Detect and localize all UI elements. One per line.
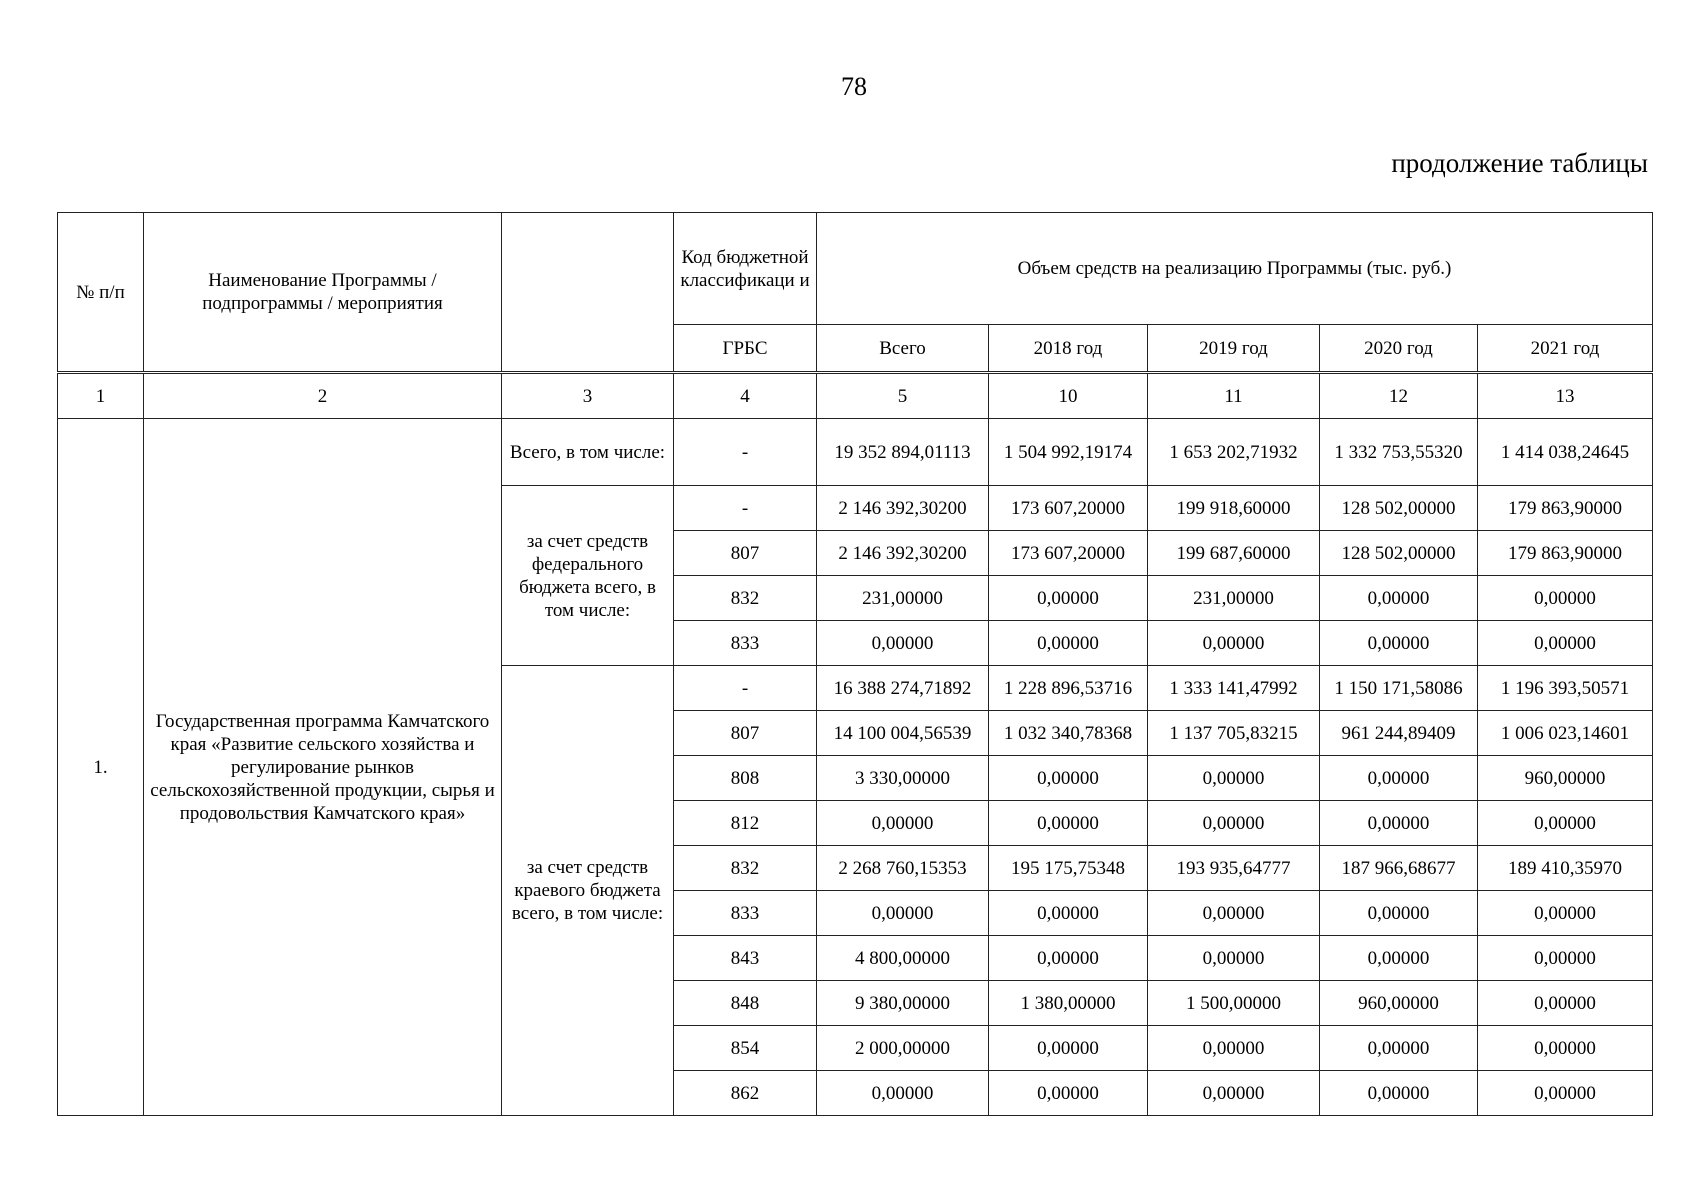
- grbs-cell: 833: [674, 891, 817, 936]
- year-2020-cell: 0,00000: [1320, 756, 1478, 801]
- header-2018: 2018 год: [989, 325, 1148, 373]
- year-2019-cell: 0,00000: [1148, 621, 1320, 666]
- column-index: 5: [817, 373, 989, 419]
- year-2018-cell: 0,00000: [989, 576, 1148, 621]
- year-2018-cell: 0,00000: [989, 756, 1148, 801]
- year-2018-cell: 0,00000: [989, 1026, 1148, 1071]
- year-2020-cell: 960,00000: [1320, 981, 1478, 1026]
- budget-table: [57, 212, 1653, 1116]
- year-2021-cell: 0,00000: [1478, 576, 1653, 621]
- year-2020-cell: 0,00000: [1320, 891, 1478, 936]
- total-cell: 0,00000: [817, 1071, 989, 1116]
- total-cell: 0,00000: [817, 891, 989, 936]
- grbs-cell: 862: [674, 1071, 817, 1116]
- column-index: 1: [58, 373, 144, 419]
- year-2020-cell: 0,00000: [1320, 936, 1478, 981]
- grbs-cell: 807: [674, 531, 817, 576]
- grbs-cell: -: [674, 486, 817, 531]
- total-cell: 3 330,00000: [817, 756, 989, 801]
- year-2020-cell: 0,00000: [1320, 1071, 1478, 1116]
- year-2019-cell: 1 333 141,47992: [1148, 666, 1320, 711]
- year-2019-cell: 0,00000: [1148, 936, 1320, 981]
- year-2019-cell: 0,00000: [1148, 801, 1320, 846]
- page-number: 78: [841, 72, 867, 101]
- year-2021-cell: 0,00000: [1478, 801, 1653, 846]
- grbs-cell: 848: [674, 981, 817, 1026]
- grbs-cell: 832: [674, 846, 817, 891]
- source-federal: за счет средств федерального бюджета всего, в том числе:: [502, 486, 674, 666]
- total-cell: 14 100 004,56539: [817, 711, 989, 756]
- year-2018-cell: 0,00000: [989, 891, 1148, 936]
- year-2021-cell: 0,00000: [1478, 981, 1653, 1026]
- column-index-row: [58, 373, 1653, 419]
- grbs-cell: 833: [674, 621, 817, 666]
- grbs-cell: 812: [674, 801, 817, 846]
- column-index: 10: [989, 373, 1148, 419]
- grbs-cell: 854: [674, 1026, 817, 1071]
- year-2019-cell: 231,00000: [1148, 576, 1320, 621]
- year-2020-cell: 0,00000: [1320, 576, 1478, 621]
- total-cell: 16 388 274,71892: [817, 666, 989, 711]
- year-2020-cell: 1 332 753,55320: [1320, 419, 1478, 486]
- year-2020-cell: 0,00000: [1320, 801, 1478, 846]
- grbs-cell: -: [674, 666, 817, 711]
- year-2018-cell: 1 228 896,53716: [989, 666, 1148, 711]
- year-2019-cell: 1 653 202,71932: [1148, 419, 1320, 486]
- header-num: № п/п: [58, 213, 144, 373]
- total-cell: 2 146 392,30200: [817, 531, 989, 576]
- year-2018-cell: 173 607,20000: [989, 531, 1148, 576]
- grbs-cell: 808: [674, 756, 817, 801]
- year-2019-cell: 1 500,00000: [1148, 981, 1320, 1026]
- total-cell: 2 146 392,30200: [817, 486, 989, 531]
- header-grbs: ГРБС: [674, 325, 817, 373]
- table-row: [58, 419, 1653, 486]
- total-cell: 19 352 894,01113: [817, 419, 989, 486]
- column-index: 4: [674, 373, 817, 419]
- year-2020-cell: 187 966,68677: [1320, 846, 1478, 891]
- header-code: Код бюджетной классификаци и: [674, 213, 817, 325]
- source-total: Всего, в том числе:: [502, 419, 674, 486]
- year-2021-cell: 1 196 393,50571: [1478, 666, 1653, 711]
- column-index: 2: [144, 373, 502, 419]
- column-index: 3: [502, 373, 674, 419]
- year-2020-cell: 128 502,00000: [1320, 486, 1478, 531]
- year-2020-cell: 128 502,00000: [1320, 531, 1478, 576]
- program-number: 1.: [58, 419, 144, 1116]
- year-2020-cell: 1 150 171,58086: [1320, 666, 1478, 711]
- year-2018-cell: 1 032 340,78368: [989, 711, 1148, 756]
- year-2021-cell: 0,00000: [1478, 1026, 1653, 1071]
- year-2021-cell: 0,00000: [1478, 1071, 1653, 1116]
- year-2018-cell: 0,00000: [989, 621, 1148, 666]
- continuation-label: продолжение таблицы: [1391, 148, 1648, 178]
- grbs-cell: 807: [674, 711, 817, 756]
- grbs-cell: 843: [674, 936, 817, 981]
- year-2021-cell: 189 410,35970: [1478, 846, 1653, 891]
- year-2021-cell: 0,00000: [1478, 936, 1653, 981]
- total-cell: 0,00000: [817, 801, 989, 846]
- year-2019-cell: 0,00000: [1148, 756, 1320, 801]
- total-cell: 2 268 760,15353: [817, 846, 989, 891]
- source-regional: за счет средств краевого бюджета всего, в том числе:: [502, 666, 674, 1116]
- year-2018-cell: 0,00000: [989, 936, 1148, 981]
- year-2018-cell: 173 607,20000: [989, 486, 1148, 531]
- year-2021-cell: 960,00000: [1478, 756, 1653, 801]
- column-index: 12: [1320, 373, 1478, 419]
- year-2018-cell: 0,00000: [989, 801, 1148, 846]
- year-2021-cell: 0,00000: [1478, 621, 1653, 666]
- year-2021-cell: 1 006 023,14601: [1478, 711, 1653, 756]
- total-cell: 4 800,00000: [817, 936, 989, 981]
- year-2020-cell: 961 244,89409: [1320, 711, 1478, 756]
- year-2019-cell: 0,00000: [1148, 1071, 1320, 1116]
- total-cell: 2 000,00000: [817, 1026, 989, 1071]
- year-2020-cell: 0,00000: [1320, 621, 1478, 666]
- year-2018-cell: 1 380,00000: [989, 981, 1148, 1026]
- total-cell: 0,00000: [817, 621, 989, 666]
- year-2018-cell: 1 504 992,19174: [989, 419, 1148, 486]
- year-2021-cell: 179 863,90000: [1478, 531, 1653, 576]
- year-2020-cell: 0,00000: [1320, 1026, 1478, 1071]
- year-2018-cell: 0,00000: [989, 1071, 1148, 1116]
- year-2021-cell: 179 863,90000: [1478, 486, 1653, 531]
- year-2019-cell: 193 935,64777: [1148, 846, 1320, 891]
- year-2019-cell: 199 918,60000: [1148, 486, 1320, 531]
- column-index: 11: [1148, 373, 1320, 419]
- year-2019-cell: 0,00000: [1148, 891, 1320, 936]
- year-2019-cell: 1 137 705,83215: [1148, 711, 1320, 756]
- program-name: Государственная программа Камчатского края «Развитие сельского хозяйства и регулирование рынков сельскохозяйственной продукции, сырья и продовольствия Камчатского края»: [144, 419, 502, 1116]
- header-2020: 2020 год: [1320, 325, 1478, 373]
- grbs-cell: -: [674, 419, 817, 486]
- year-2019-cell: 199 687,60000: [1148, 531, 1320, 576]
- year-2021-cell: 0,00000: [1478, 891, 1653, 936]
- column-index: 13: [1478, 373, 1653, 419]
- year-2019-cell: 0,00000: [1148, 1026, 1320, 1071]
- header-2021: 2021 год: [1478, 325, 1653, 373]
- total-cell: 9 380,00000: [817, 981, 989, 1026]
- header-2019: 2019 год: [1148, 325, 1320, 373]
- header-row: [58, 213, 1653, 325]
- header-source: [502, 213, 674, 373]
- total-cell: 231,00000: [817, 576, 989, 621]
- year-2021-cell: 1 414 038,24645: [1478, 419, 1653, 486]
- year-2018-cell: 195 175,75348: [989, 846, 1148, 891]
- header-volume: Объем средств на реализацию Программы (тыс. руб.): [817, 213, 1653, 325]
- header-total: Всего: [817, 325, 989, 373]
- header-name: Наименование Программы / подпрограммы / мероприятия: [144, 213, 502, 373]
- grbs-cell: 832: [674, 576, 817, 621]
